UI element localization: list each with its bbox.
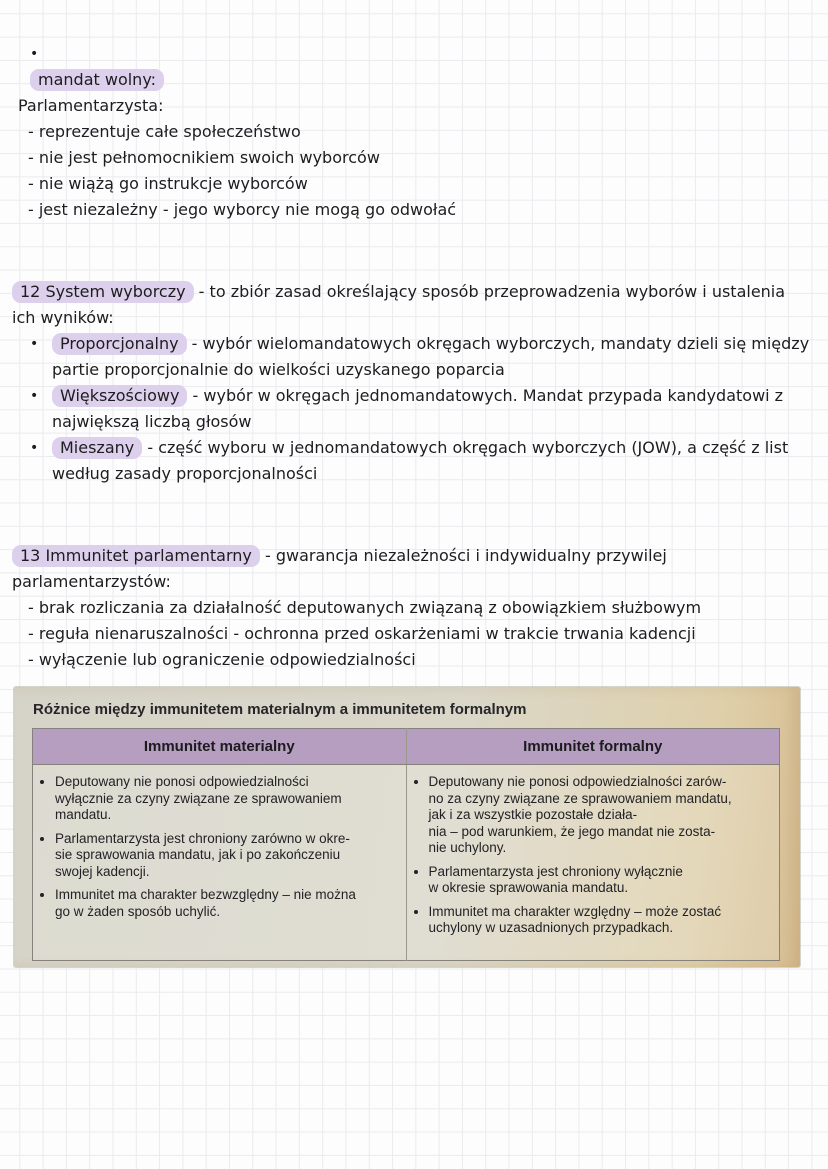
table-list-item: • Deputowany nie ponosi odpowiedzialności zarów- no za czyny związane ze sprawowaniem mandatu, jak i za wszystkie pozostałe działa- nia – pod warunkiem, że jego mandat nie zosta- nie uchylony. [429, 774, 774, 857]
highlighted-term: Mieszany [52, 437, 142, 459]
title-rest: - to zbiór zasad określający sposób przeprowadzenia wyborów i ustalenia ich wyników: [12, 282, 786, 327]
table-list-item: • Parlamentarzysta jest chroniony wyłącznie w okresie sprawowania mandatu. [429, 864, 774, 897]
cell-material-immunity [33, 765, 407, 961]
column-header-formal-immunity: Immunitet formalny [406, 729, 780, 765]
note-item: - nie jest pełnomocnikiem swoich wyborców [28, 148, 380, 167]
formal-immunity-list [409, 774, 774, 937]
table-header-row [33, 729, 780, 765]
table-list-item: • Deputowany nie ponosi odpowiedzialności wyłącznie za czyny związane ze sprawowaniem mandatu. [55, 774, 400, 824]
table-body-row [33, 765, 780, 961]
section-electoral-system [12, 253, 812, 487]
highlighted-term: mandat wolny: [30, 69, 164, 91]
cell-formal-immunity [406, 765, 780, 961]
list-item-text: - wybór wielomandatowych okręgach wyborczych, mandaty dzieli się między partie proporcjonalnie do wielkości uzyskanego poparcia [52, 334, 810, 379]
electoral-system-list [18, 331, 812, 487]
table-list-item: • Immunitet ma charakter względny – może zostać uchylony w uzasadnionych przypadkach. [429, 904, 774, 937]
title-rest: - gwarancja niezależności i indywidualny przywilej parlamentarzystów: [12, 546, 667, 591]
immunity-title-line [12, 517, 812, 595]
list-item-body [52, 435, 812, 487]
bullet-icon: • [30, 46, 39, 62]
note-item: - reguła nienaruszalności - ochronna przed oskarżeniami w trakcie trwania kadencji [28, 624, 696, 643]
immunity-comparison-table [32, 728, 780, 961]
highlighted-term: Większościowy [52, 385, 187, 407]
list-item-text: - wybór w okręgach jednomandatowych. Mandat przypada kandydatowi z największą liczbą głosów [52, 386, 784, 431]
scan-table-title: Różnice między immunitetem materialnym a immunitetem formalnym [33, 701, 527, 718]
list-item-body [52, 383, 812, 435]
note-item: - brak rozliczania za działalność deputowanych związaną z obowiązkiem służbowym [28, 598, 702, 617]
note-item: - wyłączenie lub ograniczenie odpowiedzialności [28, 650, 416, 669]
table-list-item: • Parlamentarzysta jest chroniony zarówno w okre- sie sprawowania mandatu, jak i po zakończeniu swojej kadencji. [55, 831, 400, 881]
list-item [30, 331, 812, 383]
material-immunity-list [35, 774, 400, 920]
column-header-material-immunity: Immunitet materialny [33, 729, 407, 765]
section-immunity [12, 517, 812, 673]
textbook-scan-image [14, 687, 800, 967]
list-item [30, 383, 812, 435]
highlighted-term: 12 System wyborczy [12, 281, 194, 303]
bullet-icon: • [30, 336, 39, 352]
note-item: - jest niezależny - jego wyborcy nie mogą go odwołać [28, 200, 457, 219]
free-mandate-subtitle: Parlamentarzysta: [18, 96, 164, 115]
section-free-mandate [18, 14, 812, 223]
bullet-icon: • [30, 388, 39, 404]
bullet-icon: • [30, 440, 39, 456]
list-item-text: - część wyboru w jednomandatowych okręgach wyborczych (JOW), a część z list według zasady proporcjonalności [52, 438, 789, 483]
note-item: - reprezentuje całe społeczeństwo [28, 122, 301, 141]
list-item [30, 435, 812, 487]
electoral-system-title-line [12, 253, 812, 331]
note-item: - nie wiążą go instrukcje wyborców [28, 174, 308, 193]
table-list-item: • Immunitet ma charakter bezwzględny – nie można go w żaden sposób uchylić. [55, 887, 400, 920]
highlighted-term: Proporcjonalny [52, 333, 187, 355]
free-mandate-title-line [18, 14, 812, 93]
highlighted-term: 13 Immunitet parlamentarny [12, 545, 260, 567]
list-item-body [52, 331, 812, 383]
